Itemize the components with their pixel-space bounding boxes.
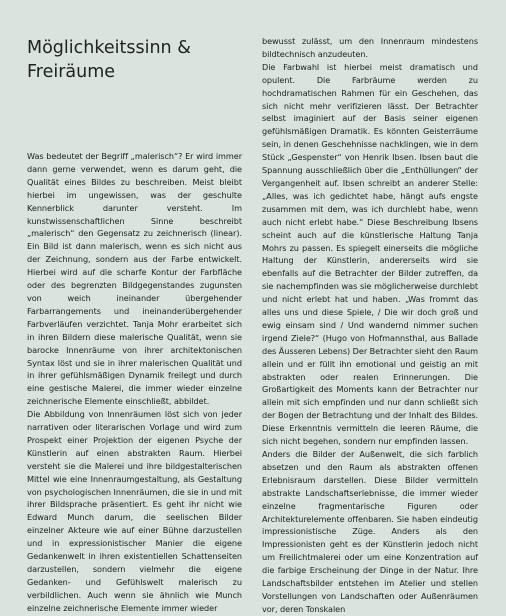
title-line-1: Möglichkeitssinn & <box>27 38 191 58</box>
paragraph: Was bedeutet der Begriff „malerisch“? Er wird immer dann gerne verwendet, wenn es darum geht, die Qualität eines Bildes zu beschreiben. Meist bleibt hierbei im ungewissen, was der geschulte Kennerblick darunter versteht. Im kunstwissenschaftlichen Sinne beschreibt „malerisch“ den Gegensatz zu zeichnerisch (linear). Ein Bild ist dann malerisch, wenn es sich nicht aus der Zeichnung, sondern aus der Farbe entwickelt. Hierbei wird auf die scharfe Kontur der Farbfläche oder des begrenzten Bildgegenstandes zugunsten von weich ineinander übergehender Farbarrangements und ineinanderübergehender Farbverläufen verzichtet. Tanja Mohr erarbeitet sich in ihren Bildern diese malerische Qualität, wenn sie barocke Innenräume von ihrer architektonischen Syntax löst und sie in ihrer malerischen Qualität und in ihrer gefühlsmäßigen Dynamik freilegt und durch eine gestische Malerei, die immer wieder einzelne zeichnerische Elemente einschließt, abbildet. <box>27 151 242 407</box>
paragraph: Die Farbwahl ist hierbei meist dramatisch und opulent. Die Farbräume werden zu hochdramatischen Rahmen für ein Geschehen, das sich nicht mehr verifizieren lässt. Der Betrachter selbst imaginiert auf der Basis seiner eigenen gefühlsmäßigen Dramatik. Es könnten Geisterräume sein, in denen Geschehnisse nachklingen, wie in dem Stück „Gespenster“ von Henrik Ibsen. Ibsen baut die Spannung ausschließlich über die „Enthüllungen“ der Vergangenheit auf. Ibsen schreibt an anderer Stelle: „Alles, was ich gedichtet habe, hängt aufs engste zusammen mit dem, was ich durchlebt habe, wenn auch nicht erlebt habe.“ Diese Beschreibung Ibsens scheint auch auf die künstlerische Haltung Tanja Mohrs zu passen. Es spiegelt einerseits die mögliche Haltung der Künstlerin, andererseits wird sie ebenfalls auf die Betrachter der Bilder zutreffen, da sie nachempfinden was sie möglicherweise durchlebt und nicht erlebt hat und haben. „Was frommt das alles uns und diese Spiele, / Die wir doch groß und ewig einsam sind / Und wandernd nimmer suchen irgend Ziele?“ (Hugo von Hofmannsthal, aus Ballade des Äusseren Lebens) Der Betrachter sieht den Raum allein und er füllt ihn emotional und geistig an mit abstrakten oder realen Erinnerungen. Die Großartigkeit des Moments kann der Betrachter nur allein mit sich empfinden und nur dann schließt sich der Bogen der Betrachtung und der Inhalt des Bildes. Diese Erkenntnis vermitteln die leeren Räume, die sich nicht begehen, sondern nur empfinden lassen. <box>262 61 478 447</box>
left-column <box>27 150 242 615</box>
title-line-2: Freiräume <box>27 62 116 82</box>
paragraph: Die Abbildung von Innenräumen löst sich von jeder narrativen oder literarischen Vorlage und wird zum Prospekt einer Projektion der eigenen Psyche der Künstlerin auf einen abstrakten Raum. Hierbei versteht sie die Malerei und ihre bildgestalterischen Mittel wie eine Innenraumgestaltung, als Gestaltung von psychologischen Innenräumen, die sie in und mit ihrer Bildsprache präsentiert. Es geht ihr nicht wie Edward Munch darum, die seelischen Bilder einzelner Akteure wie auf einer Bühne darzustellen und in expressionistischer Manier die eigene Gedankenwelt in ihren existentiellen Schattenseiten darzustellen, sondern vielmehr die eigene Gedanken- und Gefühlswelt malerisch zu verbildlichen. Auch wenn sie ähnlich wie Munch einzelne zeichnerische Elemente immer wieder <box>27 409 242 613</box>
paragraph: bewusst zulässt, um den Innenraum mindestens bildtechnisch anzudeuten. <box>262 36 478 59</box>
page-title <box>27 36 237 84</box>
right-column <box>262 35 478 616</box>
paragraph: Anders die Bilder der Außenwelt, die sich farblich absetzen und den Raum als abstrakten offenen Erlebnisraum darstellen. Diese Bilder vermitteln abstrakte Landschaftserlebnisse, die immer wieder einzelne fragmentarische Figuren oder Architekturelemente offenbaren. Sie haben eindeutig impressionistische Züge. Anders als den Impressionisten geht es der Künstlerin jedoch nicht um Freilichtmalerei oder um eine Konzentration auf die farbige Erscheinung der Dinge in der Natur. Ihre Landschaftsbilder entstehen im Atelier und stellen Vorstellungen von Landschaften oder Außenräumen vor, deren Tonskalen <box>262 449 478 614</box>
